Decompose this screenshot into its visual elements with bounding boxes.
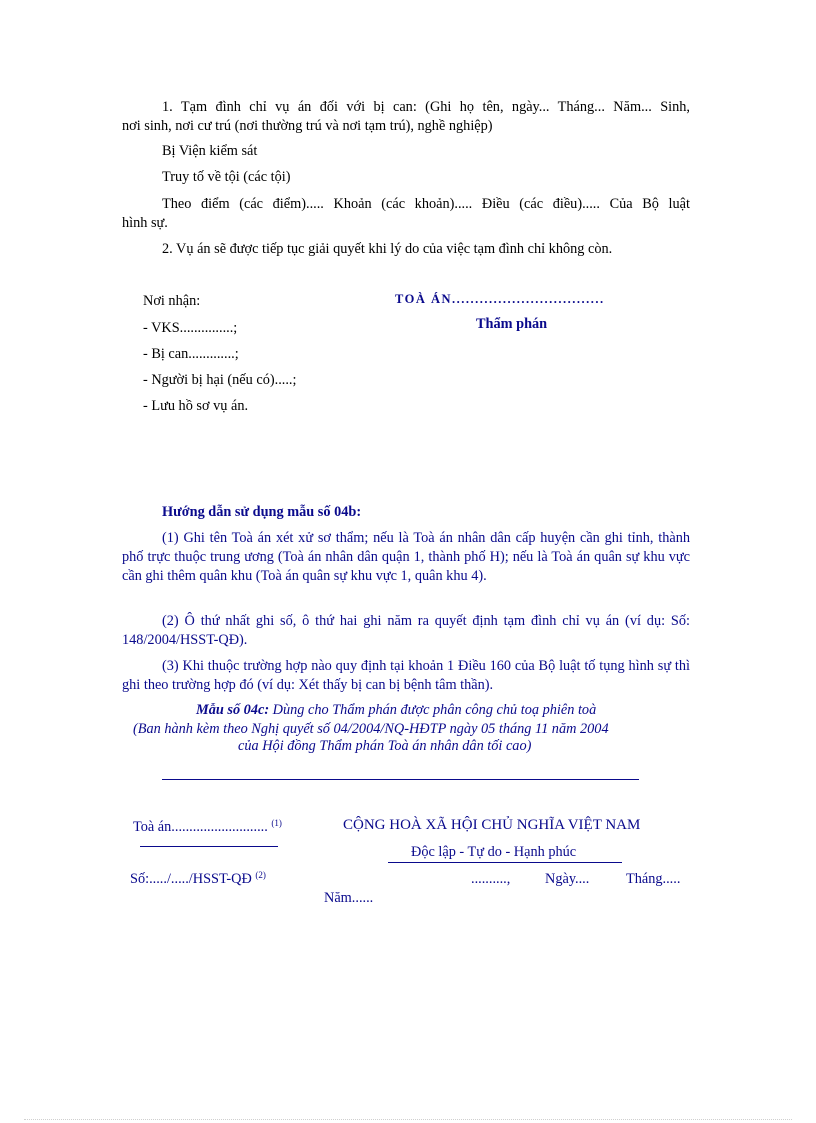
p1-line1: 1. Tạm đình chỉ vụ án đối với bị can: (Ghi họ tên, ngày... Tháng... Năm... Sinh, bbox=[162, 99, 690, 115]
header-number-text: Số:...../...../HSST-QĐ bbox=[130, 871, 252, 887]
signature-judge: Thẩm phán bbox=[476, 316, 548, 332]
recipient-item: - Lưu hồ sơ vụ án. bbox=[143, 398, 249, 414]
recipient-item: - Bị can.............; bbox=[143, 346, 239, 362]
form04c-title bbox=[196, 702, 596, 719]
header-number-sup: (2) bbox=[255, 870, 266, 880]
section1-paragraph1 bbox=[122, 98, 690, 136]
header-year: Năm...... bbox=[324, 890, 374, 906]
form04c-subtitle2: của Hội đồng Thẩm phán Toà án nhân dân tối cao) bbox=[238, 738, 532, 754]
form04c-subtitle1: (Ban hành kèm theo Nghị quyết số 04/2004/NQ-HĐTP ngày 05 tháng 11 năm 2004 bbox=[133, 721, 609, 737]
page-bottom-border bbox=[24, 1119, 792, 1120]
form04c-label: Mẫu số 04c: bbox=[196, 702, 270, 718]
header-motto: Độc lập - Tự do - Hạnh phúc bbox=[411, 844, 577, 860]
p4-line2: hình sự. bbox=[122, 215, 168, 231]
header-day: Ngày.... bbox=[545, 871, 590, 887]
header-month: Tháng..... bbox=[626, 871, 681, 887]
form04c-divider bbox=[162, 779, 639, 780]
header-place: .........., bbox=[471, 871, 511, 887]
p4-line1: Theo điểm (các điểm)..... Khoản (các khoản)..... Điều (các điều)..... Của Bộ luật bbox=[162, 196, 690, 212]
form04c-title-rest: Dùng cho Thẩm phán được phân công chủ toạ phiên toà bbox=[269, 702, 597, 718]
recipient-item: - Người bị hại (nếu có).....; bbox=[143, 372, 297, 388]
guide-para1: (1) Ghi tên Toà án xét xử sơ thẩm; nếu là Toà án nhân dân cấp huyện cần ghi tỉnh, thành phố trực thuộc trung ương (Toà án nhân dân quận 1, thành phố H); nếu là Toà án quân sự khu vực cần ghi thêm quân khu (Toà án quân sự khu vực 1, quân khu 4). bbox=[122, 530, 690, 584]
header-nation: CỘNG HOÀ XÃ HỘI CHỦ NGHĨA VIỆT NAM bbox=[343, 817, 641, 833]
header-court bbox=[133, 818, 282, 836]
recipients-title: Nơi nhận: bbox=[143, 293, 201, 309]
header-court-underline bbox=[140, 846, 278, 847]
guide-para2: (2) Ô thứ nhất ghi số, ô thứ hai ghi năm ra quyết định tạm đình chỉ vụ án (ví dụ: Số: 148/2004/HSST-QĐ). bbox=[122, 613, 690, 648]
section1-paragraph4 bbox=[122, 195, 690, 233]
section1-p2: Bị Viện kiểm sát bbox=[162, 143, 258, 159]
header-court-sup: (1) bbox=[271, 818, 282, 828]
signature-court: TOÀ ÁN................................. bbox=[395, 292, 605, 306]
guide-title: Hướng dẫn sử dụng mẫu số 04b: bbox=[162, 504, 362, 520]
header-number bbox=[130, 870, 266, 888]
section1-p3: Truy tố về tội (các tội) bbox=[162, 169, 291, 185]
p1-line2: nơi sinh, nơi cư trú (nơi thường trú và nơi tạm trú), nghề nghiệp) bbox=[122, 118, 493, 134]
header-motto-underline bbox=[388, 862, 622, 863]
header-court-text: Toà án........................... bbox=[133, 819, 268, 835]
section1-p5: 2. Vụ án sẽ được tiếp tục giải quyết khi lý do của việc tạm đình chỉ không còn. bbox=[162, 241, 613, 257]
guide-para3: (3) Khi thuộc trường hợp nào quy định tại khoản 1 Điều 160 của Bộ luật tố tụng hình sự thì ghi theo trường hợp đó (ví dụ: Xét thấy bị can bị bệnh tâm thần). bbox=[122, 658, 690, 693]
recipient-item: - VKS...............; bbox=[143, 320, 238, 336]
